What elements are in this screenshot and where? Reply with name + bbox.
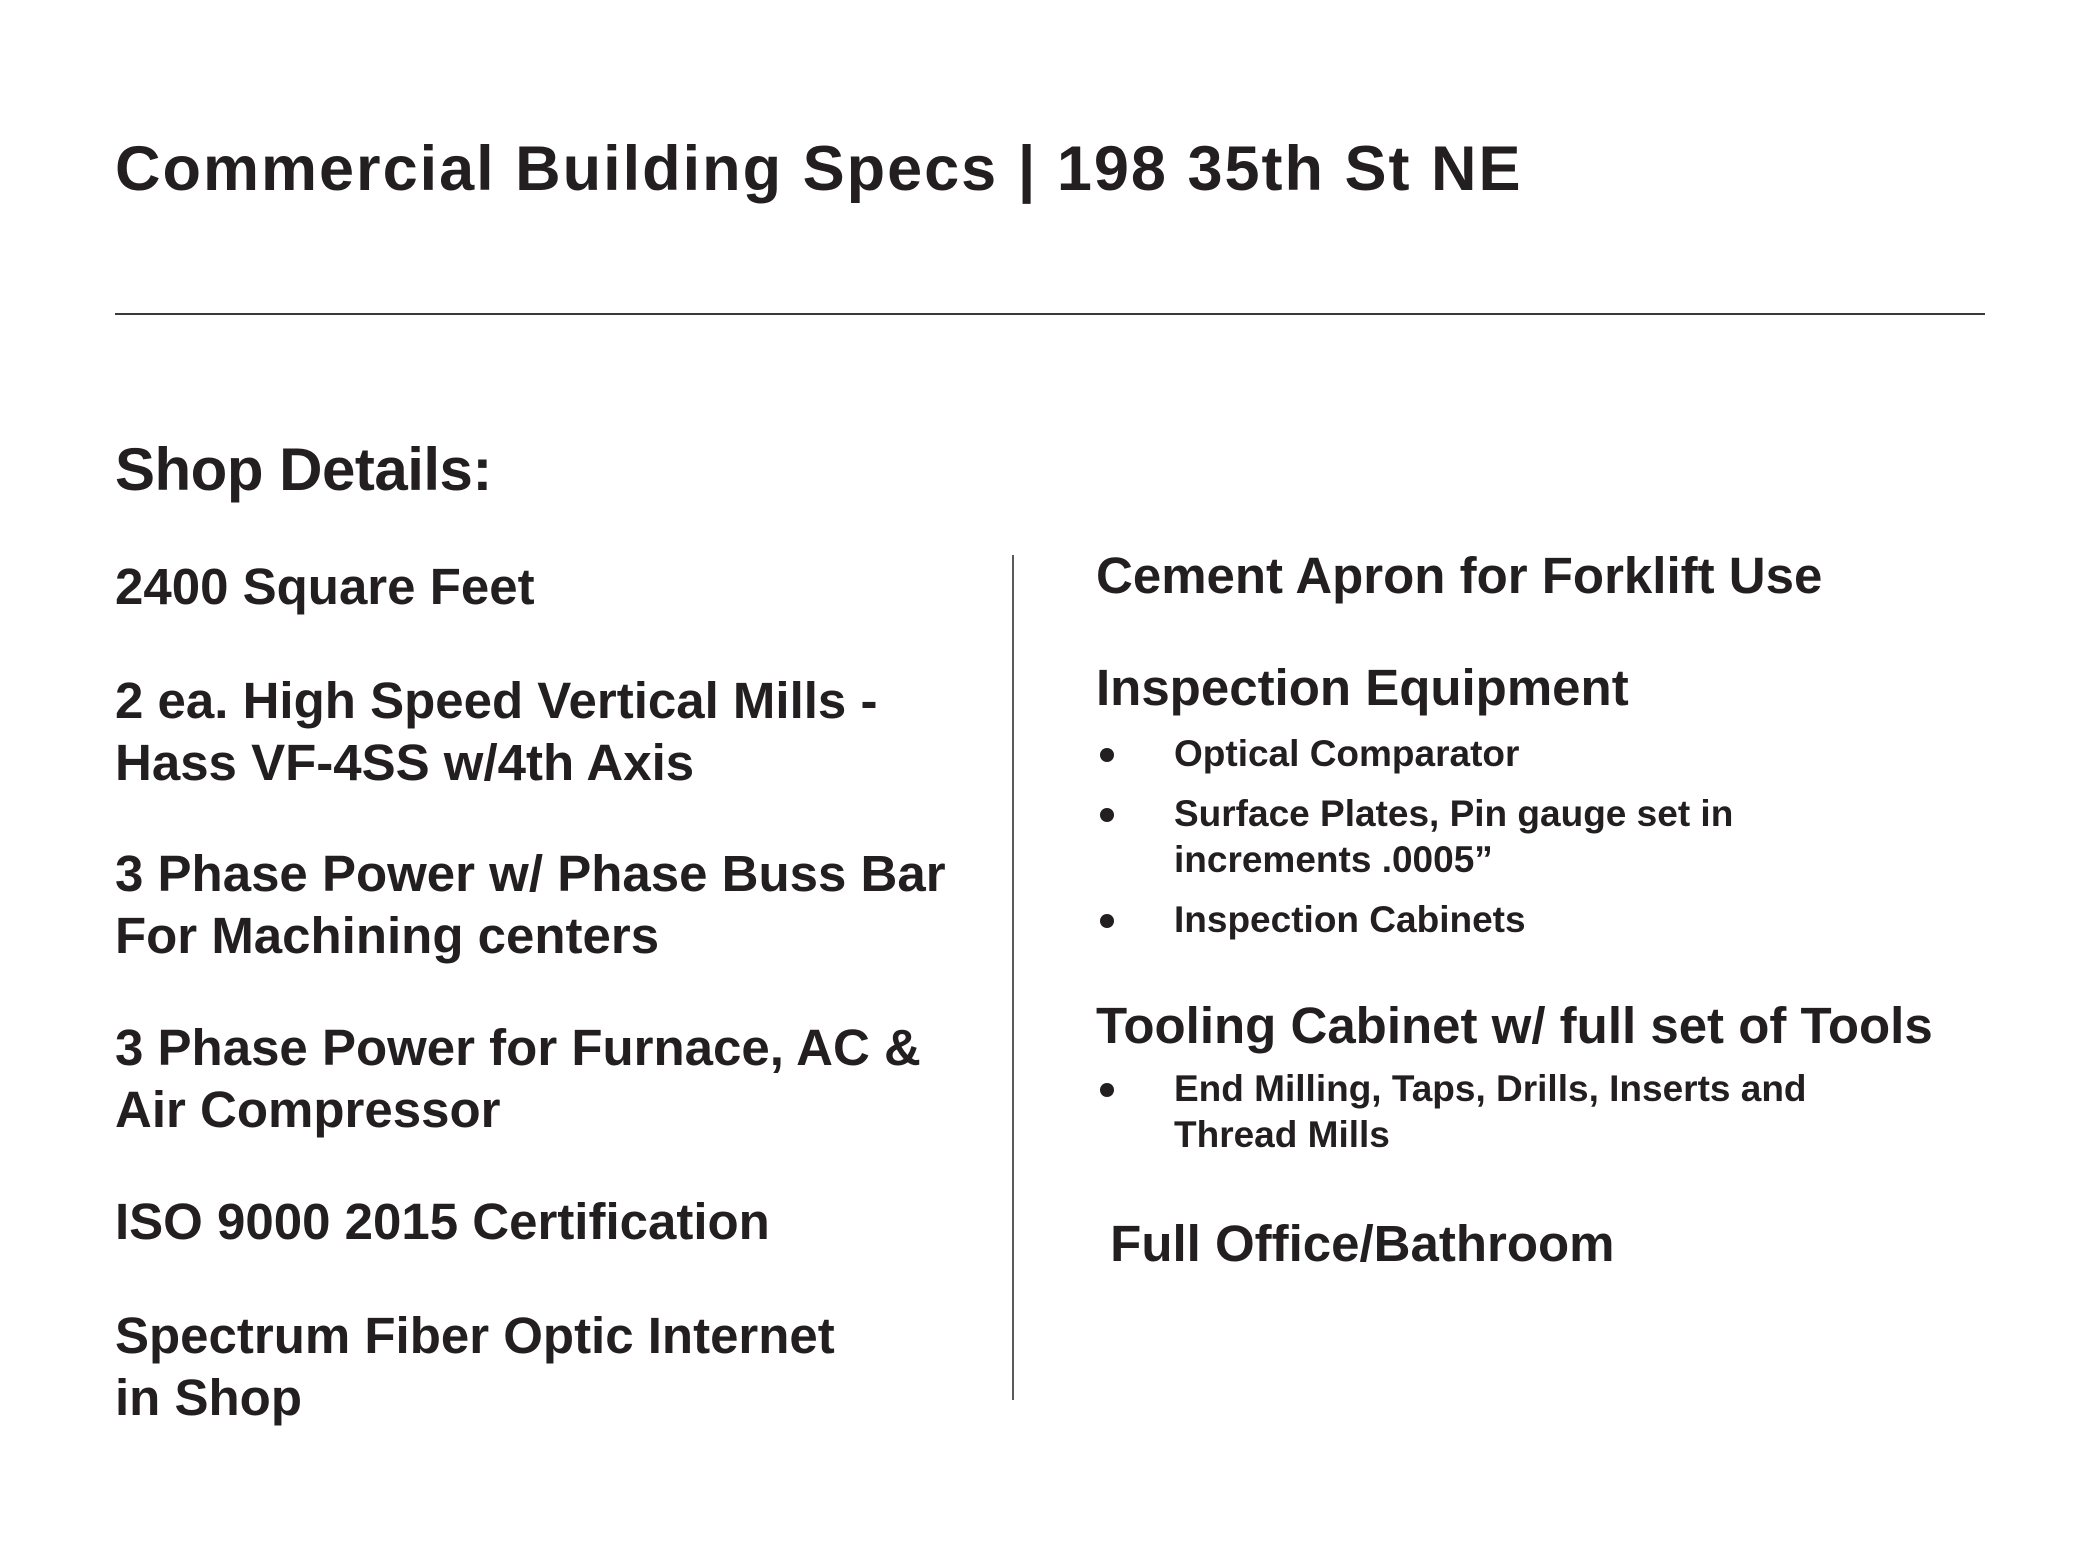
spec-item-fiber-internet bbox=[115, 1305, 835, 1429]
spec-line: For Machining centers bbox=[115, 907, 660, 964]
bullet-line: Inspection Cabinets bbox=[1174, 899, 1526, 940]
spec-line: Hass VF-4SS w/4th Axis bbox=[115, 734, 695, 791]
spec-item-phase-buss-bar bbox=[115, 843, 946, 967]
spec-line: 2400 Square Feet bbox=[115, 558, 535, 615]
shop-details-heading: Shop Details: bbox=[115, 436, 492, 503]
tooling-cabinet-list bbox=[1096, 1066, 1807, 1172]
spec-line: 2 ea. High Speed Vertical Mills - bbox=[115, 672, 878, 729]
list-item bbox=[1096, 1066, 1807, 1158]
spec-line: in Shop bbox=[115, 1369, 302, 1426]
inspection-equipment-list bbox=[1096, 731, 1733, 957]
spec-line: Spectrum Fiber Optic Internet bbox=[115, 1307, 835, 1364]
full-office-heading: Full Office/Bathroom bbox=[1096, 1215, 1615, 1272]
tooling-cabinet-heading: Tooling Cabinet w/ full set of Tools bbox=[1096, 997, 1933, 1054]
bullet-line: End Milling, Taps, Drills, Inserts and bbox=[1174, 1068, 1807, 1109]
bullet-line: Surface Plates, Pin gauge set in bbox=[1174, 793, 1734, 834]
spec-item-vertical-mills bbox=[115, 670, 877, 794]
title-divider-line bbox=[115, 313, 1985, 315]
spec-line: 3 Phase Power for Furnace, AC & bbox=[115, 1019, 921, 1076]
bullet-icon bbox=[1100, 914, 1114, 928]
column-divider bbox=[1012, 555, 1014, 1400]
cement-apron-heading: Cement Apron for Forklift Use bbox=[1096, 547, 1823, 604]
spec-item-furnace-power bbox=[115, 1017, 921, 1141]
list-item bbox=[1096, 897, 1733, 943]
list-item bbox=[1096, 791, 1733, 883]
bullet-icon bbox=[1100, 1083, 1114, 1097]
spec-item-square-feet bbox=[115, 556, 535, 618]
bullet-icon bbox=[1100, 748, 1114, 762]
spec-item-iso-certification bbox=[115, 1191, 770, 1253]
bullet-line: Thread Mills bbox=[1174, 1114, 1390, 1155]
spec-line: ISO 9000 2015 Certification bbox=[115, 1193, 770, 1250]
bullet-line: Optical Comparator bbox=[1174, 733, 1520, 774]
bullet-icon bbox=[1100, 808, 1114, 822]
spec-line: Air Compressor bbox=[115, 1081, 501, 1138]
list-item bbox=[1096, 731, 1733, 777]
bullet-line: increments .0005” bbox=[1174, 839, 1493, 880]
spec-line: 3 Phase Power w/ Phase Buss Bar bbox=[115, 845, 946, 902]
page-title: Commercial Building Specs | 198 35th St NE bbox=[115, 134, 1523, 204]
inspection-equipment-heading: Inspection Equipment bbox=[1096, 659, 1629, 716]
